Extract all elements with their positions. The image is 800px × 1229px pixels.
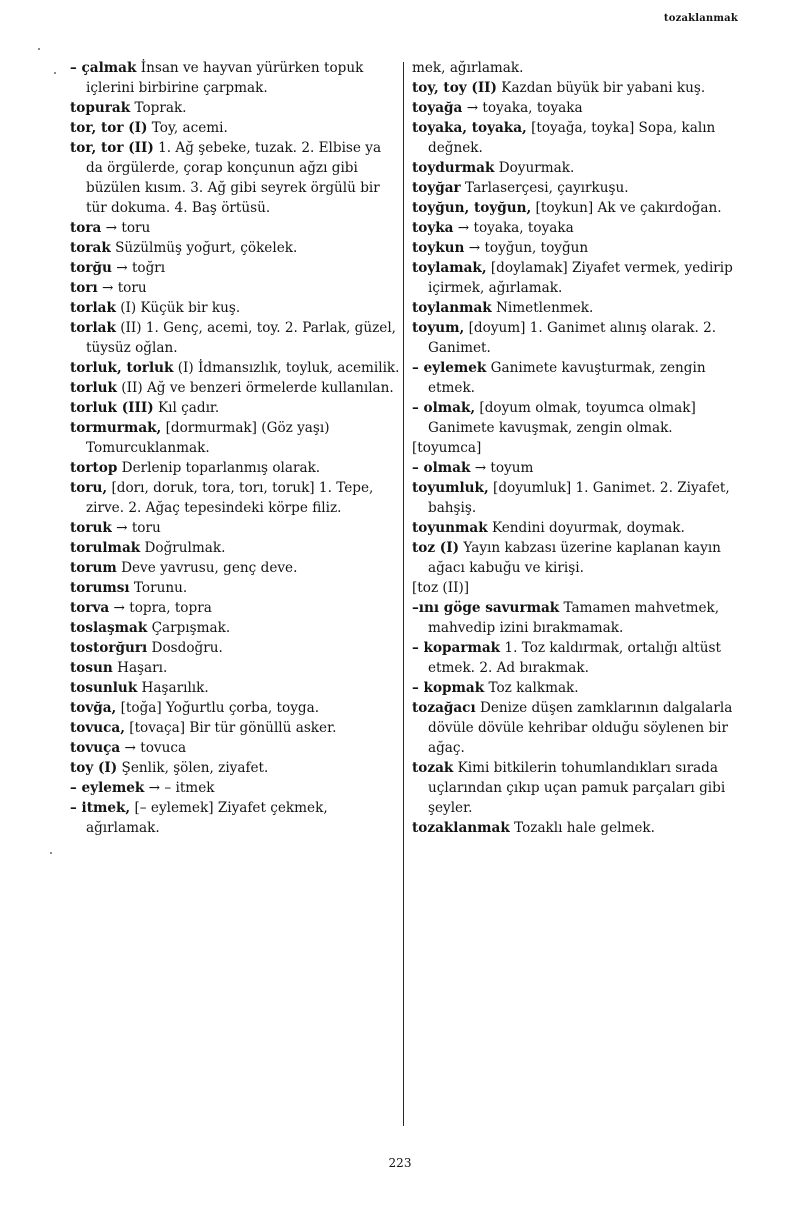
entry-headword: toyğar xyxy=(412,180,461,196)
entry-definition: Kimi bitkilerin tohumlandıkları sırada uçlarından çıkıp uçan pamuk parçaları gibi şeyler. xyxy=(428,760,726,816)
right-column xyxy=(412,58,742,838)
entry-definition: [doylamak] Ziyafet vermek, yedirip içirmek, ağırlamak. xyxy=(428,260,733,296)
scan-speck xyxy=(50,852,52,854)
column-divider xyxy=(403,62,404,1126)
entry-headword: toyağa xyxy=(412,100,463,116)
entry-definition: [dormurmak] (Göz yaşı) Tomurcuklanmak. xyxy=(86,420,330,456)
entry-definition: [dorı, doruk, tora, torı, toruk] 1. Tepe, zirve. 2. Ağaç tepesindeki körpe filiz. xyxy=(86,480,374,516)
dictionary-entry xyxy=(70,478,400,518)
dictionary-entry xyxy=(412,218,742,238)
dictionary-entry xyxy=(70,598,400,618)
entry-definition: Torunu. xyxy=(129,580,188,596)
entry-definition: → toğrı xyxy=(111,260,166,276)
dictionary-entry xyxy=(412,398,742,438)
entry-definition: Yayın kabzası üzerine kaplanan kayın ağacı kabuğu ve kirişi. xyxy=(428,540,721,576)
entry-headword: toz (I) xyxy=(412,540,460,556)
entry-headword: tormurmak, xyxy=(70,420,162,436)
entry-definition: [toz (II)] xyxy=(412,580,470,596)
entry-headword: – itmek, xyxy=(70,800,131,816)
entry-headword: torlak xyxy=(70,300,116,316)
dictionary-entry xyxy=(412,598,742,638)
page-number: 223 xyxy=(388,1156,412,1170)
dictionary-entry xyxy=(70,518,400,538)
dictionary-entry xyxy=(70,638,400,658)
dictionary-entry xyxy=(412,258,742,298)
entry-definition: → toru xyxy=(101,220,151,236)
entry-headword: torumsı xyxy=(70,580,130,596)
entry-definition: Deve yavrusu, genç deve. xyxy=(116,560,298,576)
entry-headword: tora xyxy=(70,220,102,236)
entry-definition: → topra, topra xyxy=(109,600,212,616)
entry-definition: Toy, acemi. xyxy=(147,120,228,136)
entry-definition: Süzülmüş yoğurt, çökelek. xyxy=(110,240,298,256)
entry-headword: tozaklanmak xyxy=(412,820,510,836)
dictionary-entry xyxy=(412,318,742,358)
entry-headword: tovuça xyxy=(70,740,121,756)
entry-headword: – olmak, xyxy=(412,400,476,416)
entry-headword: tovğa, xyxy=(70,700,117,716)
dictionary-entry xyxy=(70,318,400,358)
entry-headword: toylanmak xyxy=(412,300,492,316)
entry-headword: torluk, torluk xyxy=(70,360,174,376)
dictionary-entry xyxy=(70,798,400,838)
dictionary-entry xyxy=(412,198,742,218)
entry-definition: → toyaka, toyaka xyxy=(453,220,574,236)
dictionary-entry xyxy=(70,98,400,118)
dictionary-entry xyxy=(412,758,742,818)
entry-definition: → – itmek xyxy=(144,780,215,796)
entry-definition: → toyaka, toyaka xyxy=(462,100,583,116)
entry-headword: –ını göge savurmak xyxy=(412,600,560,616)
dictionary-entry xyxy=(70,358,400,378)
entry-headword: tortop xyxy=(70,460,118,476)
dictionary-entry xyxy=(70,558,400,578)
entry-definition: Denize düşen zamklarının dalgalarla dövüle dövüle kehribar olduğu söylenen bir ağaç. xyxy=(428,700,733,756)
dictionary-entry xyxy=(70,238,400,258)
entry-headword: torum xyxy=(70,560,117,576)
dictionary-entry xyxy=(412,458,742,478)
entry-definition: Kendini doyurmak, doymak. xyxy=(487,520,685,536)
entry-headword: toylamak, xyxy=(412,260,487,276)
dictionary-entry xyxy=(70,138,400,218)
dictionary-entry xyxy=(70,278,400,298)
entry-definition: (I) Küçük bir kuş. xyxy=(115,300,241,316)
entry-definition: [doyum olmak, toyumca olmak] Ganimete kavuşmak, zengin olmak. xyxy=(428,400,696,436)
entry-definition: Çarpışmak. xyxy=(147,620,231,636)
entry-definition: → toru xyxy=(97,280,147,296)
dictionary-entry xyxy=(70,378,400,398)
entry-definition: Tarlaserçesi, çayırkuşu. xyxy=(460,180,629,196)
entry-headword: toyunmak xyxy=(412,520,488,536)
entry-headword: toyaka, toyaka, xyxy=(412,120,527,136)
entry-headword: tozak xyxy=(412,760,454,776)
entry-definition: Toprak. xyxy=(130,100,187,116)
entry-definition: Nimetlenmek. xyxy=(491,300,594,316)
entry-headword: – koparmak xyxy=(412,640,501,656)
entry-headword: – eylemek xyxy=(412,360,487,376)
dictionary-entry xyxy=(70,418,400,458)
entry-definition: Kazdan büyük bir yabani kuş. xyxy=(496,80,706,96)
entry-definition: 1. Ağ şebeke, tuzak. 2. Elbise ya da örgülerde, çorap konçunun ağzı gibi büzülen kısım. 3. Ağ gibi seyrek örgülü bir tür dokuma. 4. Baş örtüsü. xyxy=(86,140,382,216)
entry-headword: torulmak xyxy=(70,540,141,556)
entry-headword: tor, tor (II) xyxy=(70,140,154,156)
dictionary-entry xyxy=(70,218,400,238)
entry-headword: toy (I) xyxy=(70,760,118,776)
entry-definition: Derlenip toparlanmış olarak. xyxy=(117,460,321,476)
entry-headword: toydurmak xyxy=(412,160,495,176)
dictionary-entry xyxy=(70,718,400,738)
dictionary-entry xyxy=(70,258,400,278)
entry-headword: toykun xyxy=(412,240,465,256)
entry-definition: Haşarılık. xyxy=(137,680,209,696)
entry-headword: torva xyxy=(70,600,110,616)
dictionary-entry xyxy=(412,158,742,178)
entry-definition: (I) İdmansızlık, toyluk, acemilik. xyxy=(173,360,400,376)
dictionary-entry xyxy=(412,478,742,518)
entry-definition: [doyumluk] 1. Ganimet. 2. Ziyafet, bahşiş. xyxy=(428,480,730,516)
entry-definition: Haşarı. xyxy=(112,660,168,676)
entry-definition: [doyum] 1. Ganimet alınış olarak. 2. Ganimet. xyxy=(428,320,717,356)
entry-definition: mek, ağırlamak. xyxy=(412,60,524,76)
dictionary-entry xyxy=(412,238,742,258)
entry-headword: tosunluk xyxy=(70,680,138,696)
dictionary-entry xyxy=(412,538,742,578)
dictionary-entry xyxy=(70,398,400,418)
dictionary-entry xyxy=(412,178,742,198)
entry-definition: Dosdoğru. xyxy=(147,640,223,656)
dictionary-entry xyxy=(70,658,400,678)
dictionary-entry xyxy=(70,298,400,318)
dictionary-entry xyxy=(70,538,400,558)
dictionary-entry xyxy=(412,438,742,458)
dictionary-entry xyxy=(412,298,742,318)
entry-definition: Kıl çadır. xyxy=(153,400,220,416)
dictionary-entry xyxy=(412,518,742,538)
dictionary-entry xyxy=(70,58,400,98)
entry-definition: Şenlik, şölen, ziyafet. xyxy=(117,760,269,776)
dictionary-entry xyxy=(70,678,400,698)
entry-definition: Doğrulmak. xyxy=(140,540,226,556)
dictionary-entry xyxy=(70,118,400,138)
dictionary-entry xyxy=(70,698,400,718)
entry-headword: tostorğurı xyxy=(70,640,148,656)
entry-headword: tovuca, xyxy=(70,720,125,736)
entry-definition: → toru xyxy=(111,520,161,536)
entry-definition: Tozaklı hale gelmek. xyxy=(509,820,655,836)
entry-headword: toru, xyxy=(70,480,108,496)
entry-headword: – olmak xyxy=(412,460,471,476)
dictionary-entry xyxy=(412,98,742,118)
entry-definition: Tamamen mahvetmek, mahvedip izini bırakmamak. xyxy=(428,600,720,636)
entry-definition: [toğa] Yoğurtlu çorba, toyga. xyxy=(116,700,320,716)
entry-headword: – kopmak xyxy=(412,680,485,696)
running-header-guide-word: tozaklanmak xyxy=(663,13,738,24)
entry-definition: (II) 1. Genç, acemi, toy. 2. Parlak, güzel, tüysüz oğlan. xyxy=(86,320,396,356)
left-column xyxy=(70,58,400,838)
dictionary-entry xyxy=(70,738,400,758)
dictionary-entry xyxy=(412,578,742,598)
entry-headword: torluk xyxy=(70,380,117,396)
dictionary-entry xyxy=(70,578,400,598)
entry-headword: toyumluk, xyxy=(412,480,489,496)
entry-definition: (II) Ağ ve benzeri örmelerde kullanılan. xyxy=(116,380,394,396)
entry-headword: toyka xyxy=(412,220,454,236)
dictionary-entry xyxy=(412,698,742,758)
entry-definition: 1. Toz kaldırmak, ortalığı altüst etmek. 2. Ad bırakmak. xyxy=(428,640,721,676)
scan-speck xyxy=(54,72,56,74)
dictionary-entry xyxy=(412,638,742,678)
entry-definition: [– eylemek] Ziyafet çekmek, ağırlamak. xyxy=(86,800,328,836)
entry-definition: Toz kalkmak. xyxy=(484,680,579,696)
entry-headword: – çalmak xyxy=(70,60,137,76)
dictionary-entry xyxy=(70,618,400,638)
dictionary-entry xyxy=(70,458,400,478)
entry-headword: torlak xyxy=(70,320,116,336)
entry-headword: tor, tor (I) xyxy=(70,120,148,136)
entry-definition: [tovaça] Bir tür gönüllü asker. xyxy=(124,720,337,736)
dictionary-entry xyxy=(412,678,742,698)
entry-headword: toy, toy (II) xyxy=(412,80,497,96)
entry-headword: torğu xyxy=(70,260,112,276)
entry-definition: [toyağa, toyka] Sopa, kalın değnek. xyxy=(428,120,716,156)
entry-headword: torak xyxy=(70,240,111,256)
dictionary-entry xyxy=(70,778,400,798)
entry-definition: Doyurmak. xyxy=(494,160,575,176)
entry-definition: → toyğun, toyğun xyxy=(464,240,589,256)
entry-headword: toyğun, toyğun, xyxy=(412,200,532,216)
entry-definition: İnsan ve hayvan yürürken topuk içlerini birbirine çarpmak. xyxy=(86,60,364,96)
scan-speck xyxy=(38,48,40,50)
entry-definition: Ganimete kavuşturmak, zengin etmek. xyxy=(428,360,706,396)
entry-headword: tozağacı xyxy=(412,700,476,716)
dictionary-entry xyxy=(70,758,400,778)
entry-headword: – eylemek xyxy=(70,780,145,796)
dictionary-entry xyxy=(412,818,742,838)
dictionary-entry xyxy=(412,78,742,98)
entry-headword: torı xyxy=(70,280,98,296)
entry-headword: topurak xyxy=(70,100,131,116)
dictionary-entry xyxy=(412,358,742,398)
entry-definition: → tovuca xyxy=(120,740,187,756)
entry-headword: toruk xyxy=(70,520,112,536)
entry-definition: → toyum xyxy=(470,460,534,476)
entry-definition: [toyumca] xyxy=(412,440,482,456)
entry-headword: toslaşmak xyxy=(70,620,148,636)
dictionary-entry xyxy=(412,118,742,158)
entry-definition: [toykun] Ak ve çakırdoğan. xyxy=(531,200,722,216)
entry-headword: toyum, xyxy=(412,320,465,336)
dictionary-entry xyxy=(412,58,742,78)
entry-headword: tosun xyxy=(70,660,113,676)
entry-headword: torluk (III) xyxy=(70,400,154,416)
